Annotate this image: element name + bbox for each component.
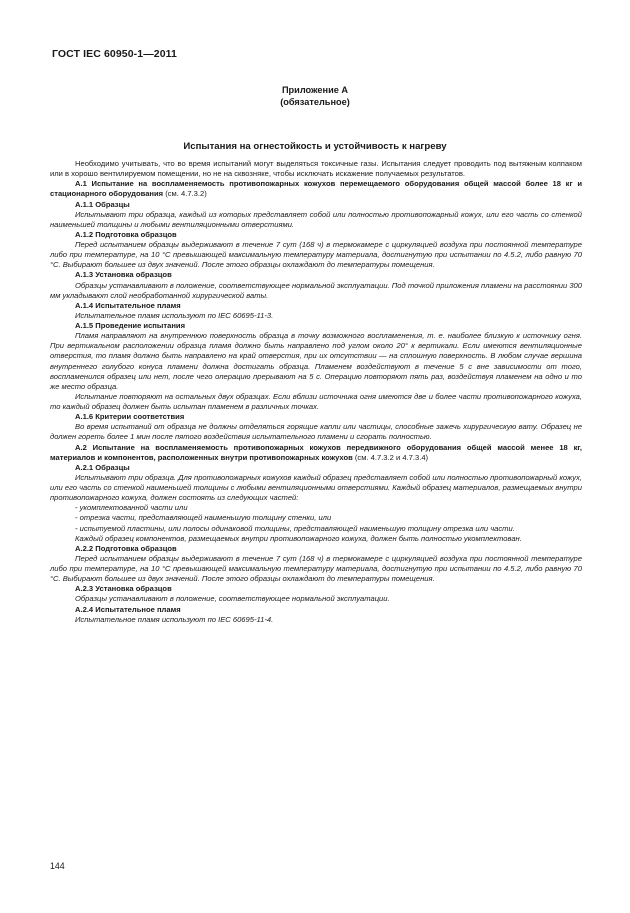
a12-paragraph: Перед испытанием образцы выдерживают в течение 7 сут (168 ч) в термокамере с циркуляцией воздуха при постоянной температуре либо при температуре, на 10 °С превышающей максимальную температуру материала, достигнутую при испытании по 4.5.2, либо равную 70 °С. Выбирают большее из двух значений. После этого образцы охлаждают до температуры помещения. xyxy=(50,240,582,270)
a15-heading: А.1.5 Проведение испытания xyxy=(75,321,186,330)
a21-paragraph-2: Каждый образец компонентов, размещаемых внутри противопожарного кожуха, должен быть полностью укомплектован. xyxy=(75,533,522,543)
annex-title: Приложение А xyxy=(281,85,349,95)
document-header: ГОСТ IEC 60950-1—2011 xyxy=(52,48,177,60)
a24-heading: А.2.4 Испытательное пламя xyxy=(75,604,181,614)
document-body xyxy=(50,159,582,625)
a15-paragraph-1: Пламя направляют на внутреннюю поверхность образца в точку возможного воспламенения, т. е. наиболее близкую к источнику огня. При вертикальном расположении образца пламя должно быть направлено под углом около 20° к вертикали. Если имеются вентиляционные отверстия, то пламя должно быть направлено на край отверстия, при их отсутствии — на сплошную поверхность. В любом случае вершина внутреннего голубого конуса пламени должна достигать образца. Пламенем воздействуют в течение 5 с вне зависимости от того, воспламенился образец или нет, после чего операцию прерывают на 5 с. Операцию повторяют пять раз, воздействуя пламенем на одно и то же место образца. xyxy=(50,331,582,391)
a14-paragraph: Испытательное пламя используют по IEC 60695-11-3. xyxy=(75,310,274,320)
list-item: - испытуемой пластины, или полосы одинаковой толщины, представляющей наименьшую толщину отрезка или части. xyxy=(75,523,515,533)
a16-heading: А.1.6 Критерии соответствия xyxy=(75,412,185,422)
annex-subtitle: (обязательное) xyxy=(280,97,350,107)
list-item: - укомплектованной части или xyxy=(75,503,188,513)
a14-heading: А.1.4 Испытательное пламя xyxy=(75,300,181,310)
a11-paragraph: Испытывают три образца, каждый из которых представляет собой или полностью противопожарный кожух, или его часть со стенкой наименьшей толщины и любыми вентиляционными отверстиями. xyxy=(50,209,582,229)
a21-paragraph: Испытывают три образца. Для противопожарных кожухов каждый образец представляет собой или полностью противопожарный кожух, или его часть со стенкой наименьшей толщины с любыми вентиляционными отверстиями. Каждый образец материалов, размещаемых внутри противопожарного кожуха, должен состоять из следующих частей: xyxy=(50,472,582,503)
a2-ref: (см. 4.7.3.2 и 4.7.3.4) xyxy=(352,452,429,462)
a23-paragraph: Образцы устанавливают в положение, соответствующее нормальной эксплуатации. xyxy=(75,594,390,604)
a13-paragraph: Образцы устанавливают в положение, соответствующее нормальной эксплуатации. Под точкой приложения пламени на расстоянии 300 мм укладывают слой необработанной хирургической ваты. xyxy=(50,280,582,300)
a23-heading: А.2.3 Установка образцов xyxy=(75,584,172,594)
page-number: 144 xyxy=(50,861,65,871)
intro-paragraph: Необходимо учитывать, что во время испытаний могут выделяться токсичные газы. Испытания следует проводить под вытяжным колпаком или в хорошо вентилируемом помещении, но не на сквозняке, чтобы исключать искажение получаемых результатов. xyxy=(50,159,582,179)
a15-paragraph-2: Испытание повторяют на остальных двух образцах. Если вблизи источника огня имеются две и более части противопожарного кожуха, то каждый образец должен быть испытан пламенем в различных точках. xyxy=(50,391,582,411)
a11-heading: А.1.1 Образцы xyxy=(75,199,130,209)
a24-paragraph: Испытательное пламя используют по IEC 60695-11-4. xyxy=(75,614,274,624)
a12-heading: А.1.2 Подготовка образцов xyxy=(75,229,177,239)
a22-paragraph: Перед испытанием образцы выдерживают в течение 7 сут (168 ч) в термокамере с циркуляцией воздуха при постоянной температуре либо при температуре, на 10 °С превышающей максимальную температуру материала, достигнутую при испытании по 4.5.2, либо равную 70 °С. Выбирают большее из двух значений. После этого образцы охлаждают до температуры помещения. xyxy=(50,553,582,584)
a2-heading xyxy=(50,443,582,463)
a22-heading: А.2.2 Подготовка образцов xyxy=(75,543,177,553)
list-item: - отрезка части, представляющей наименьшую толщину стенки, или xyxy=(75,513,332,523)
a1-heading-text: А.1 Испытание на воспламеняемость противопожарных кожухов перемещаемого оборудования общей массой более 18 кг и стационарного оборудования xyxy=(50,179,582,199)
a1-heading xyxy=(50,179,582,199)
a1-ref: (см. 4.7.3.2) xyxy=(163,189,207,199)
a21-heading: А.2.1 Образцы xyxy=(75,462,130,472)
a16-paragraph: Во время испытаний от образца не должны отделяться горящие капли или частицы, способные зажечь хирургическую вату. Образец не должен гореть более 1 мин после пятого воздействия испытательного пламени и сгорать полностью. xyxy=(50,422,582,442)
a13-heading: А.1.3 Установка образцов xyxy=(75,270,172,280)
a2-heading-text: А.2 Испытание на воспламеняемость противопожарных кожухов передвижного оборудования общей массой менее 18 кг, материалов и компонентов, расположенных внутри противопожарных кожухов xyxy=(50,442,582,462)
section-title: Испытания на огнестойкость и устойчивость к нагреву xyxy=(183,141,447,152)
